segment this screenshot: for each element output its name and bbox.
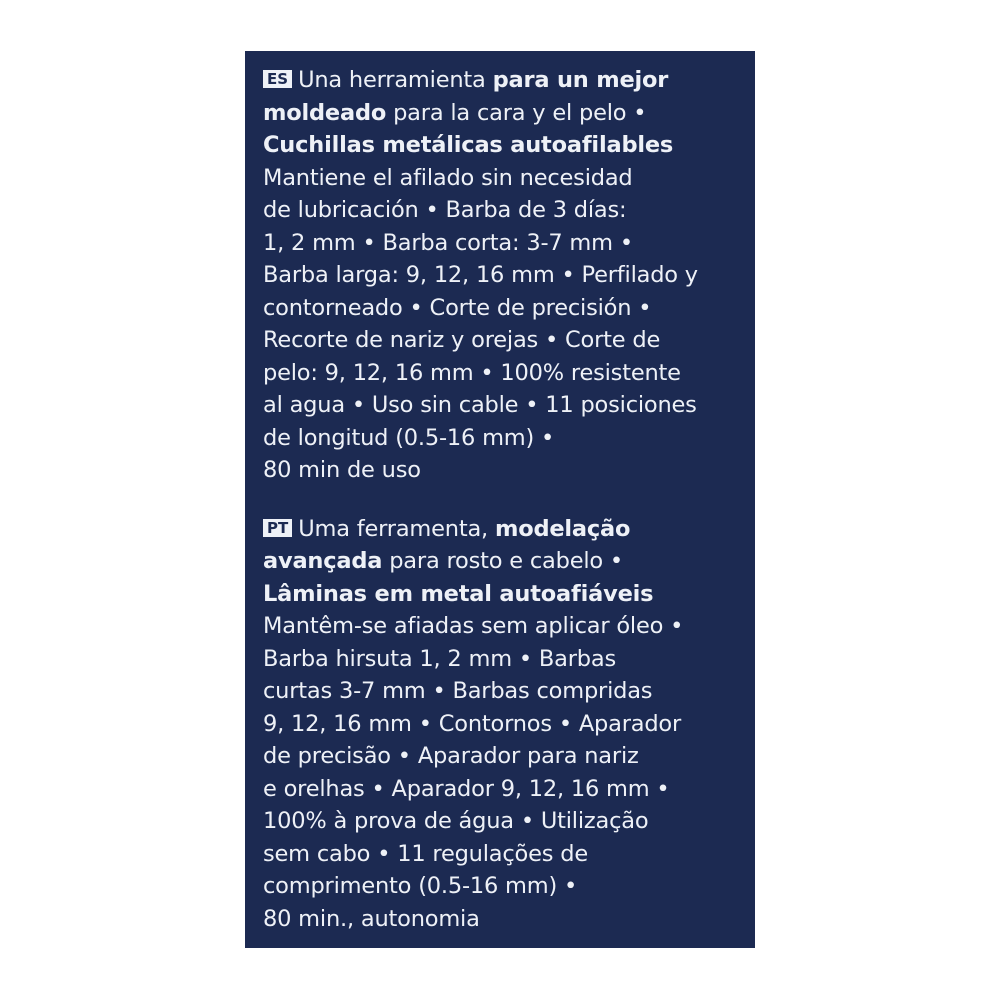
text-line [263, 454, 741, 487]
text-line [263, 708, 741, 741]
text-regular: pelo: 9, 12, 16 mm • 100% resistente [263, 359, 681, 386]
text-bold: avançada [263, 548, 383, 574]
text-line [263, 129, 741, 162]
text-regular: de lubricación • Barba de 3 días: [263, 197, 627, 223]
text-line [263, 610, 741, 643]
text-line [263, 805, 741, 838]
text-regular: de precisão • Aparador para nariz [263, 743, 639, 769]
text-line [263, 903, 741, 936]
text-line [263, 64, 741, 97]
text-line [263, 643, 741, 676]
text-regular: para la cara y el pelo • [386, 99, 647, 126]
text-regular: Mantêm-se afiadas sem aplicar óleo • [263, 613, 684, 639]
text-bold: para un mejor [492, 67, 669, 93]
text-line [263, 545, 741, 578]
text-line [263, 357, 741, 390]
text-line [263, 838, 741, 871]
text-bold: modelação [494, 515, 631, 542]
section-pt [263, 513, 741, 936]
text-line [263, 773, 741, 806]
text-regular: Barba larga: 9, 12, 16 mm • Perfilado y [263, 262, 698, 288]
text-regular: Uma ferramenta, [298, 515, 495, 542]
product-feature-panel [245, 51, 755, 948]
text-regular: Recorte de nariz y orejas • Corte de [263, 327, 661, 353]
text-line [263, 513, 741, 546]
text-regular: Barba hirsuta 1, 2 mm • Barbas [263, 645, 616, 672]
text-regular: 1, 2 mm • Barba corta: 3-7 mm • [263, 229, 633, 256]
text-line [263, 97, 741, 130]
text-regular: sem cabo • 11 regulações de [263, 840, 588, 867]
text-line [263, 422, 741, 455]
text-line [263, 292, 741, 325]
text-line [263, 740, 741, 773]
text-regular: 80 min., autonomia [263, 905, 480, 932]
language-badge-pt: PT [263, 519, 292, 537]
text-line [263, 578, 741, 611]
text-regular: 9, 12, 16 mm • Contornos • Aparador [263, 710, 682, 737]
text-line [263, 194, 741, 227]
text-regular: contorneado • Corte de precisión • [263, 294, 652, 321]
text-line [263, 162, 741, 195]
text-bold: moldeado [263, 99, 387, 126]
text-regular: Una herramienta [298, 67, 493, 93]
text-bold: Cuchillas metálicas autoafilables [263, 132, 674, 158]
language-badge-es: ES [263, 70, 292, 88]
text-regular: de longitud (0.5-16 mm) • [263, 424, 555, 451]
text-regular: e orelhas • Aparador 9, 12, 16 mm • [263, 775, 670, 802]
text-regular: 100% à prova de água • Utilização [263, 808, 649, 834]
text-line [263, 870, 741, 903]
text-bold: Lâminas em metal autoafiáveis [263, 580, 654, 607]
text-regular: para rosto e cabelo • [382, 548, 623, 574]
text-regular: al agua • Uso sin cable • 11 posiciones [263, 392, 697, 418]
text-regular: curtas 3-7 mm • Barbas compridas [263, 678, 653, 704]
text-regular: Mantiene el afilado sin necesidad [263, 164, 633, 191]
text-line [263, 675, 741, 708]
text-regular: comprimento (0.5-16 mm) • [263, 873, 578, 899]
section-es [263, 64, 741, 487]
text-line [263, 259, 741, 292]
text-regular: 80 min de uso [263, 457, 421, 483]
text-line [263, 227, 741, 260]
text-line [263, 389, 741, 422]
text-line [263, 324, 741, 357]
